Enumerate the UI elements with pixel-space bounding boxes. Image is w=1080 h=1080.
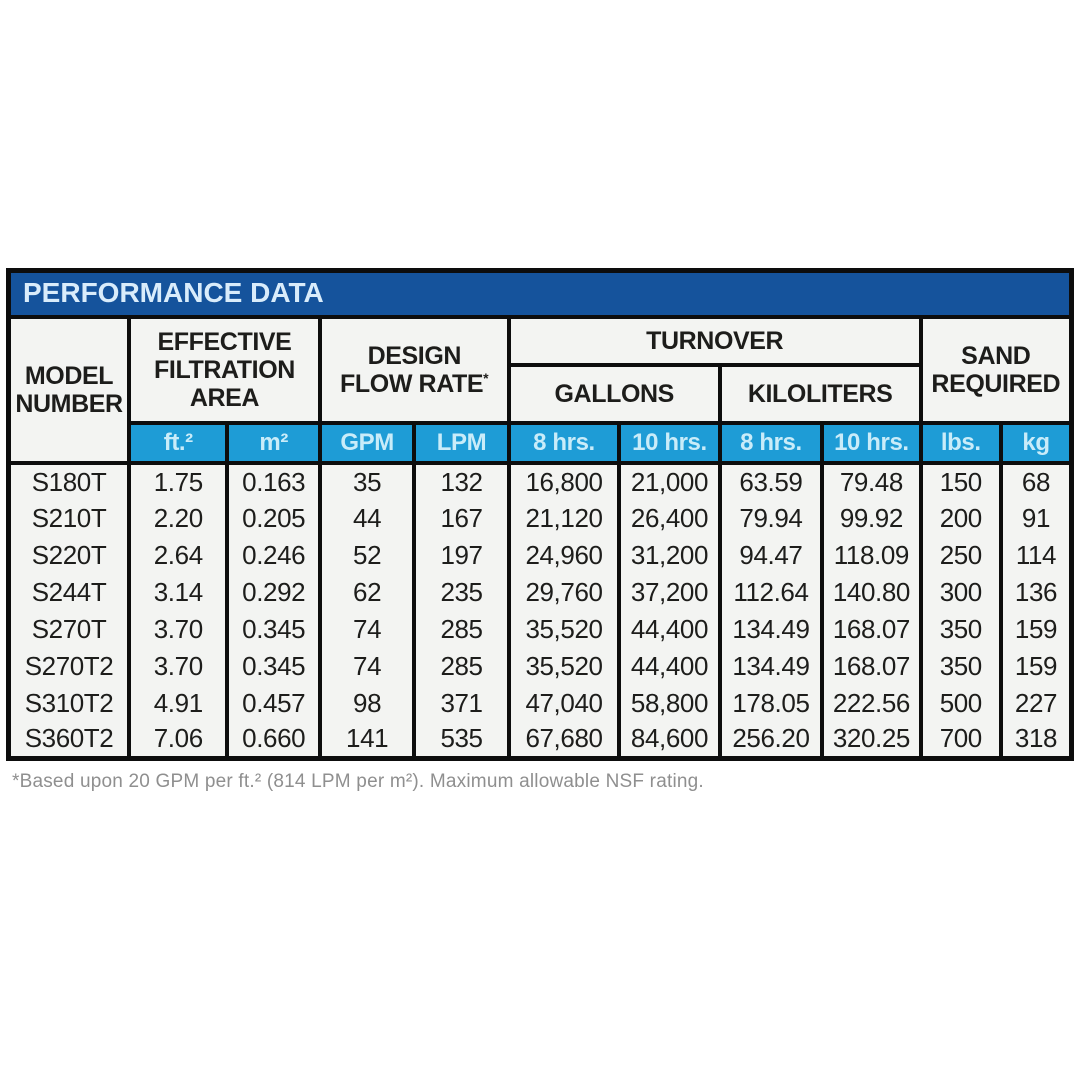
table-title: PERFORMANCE DATA	[9, 271, 1072, 317]
table-cell: 118.09	[822, 537, 920, 574]
table-row	[9, 722, 1072, 759]
col-header-turnover: TURNOVER	[509, 317, 921, 365]
table-cell: 0.345	[227, 611, 319, 648]
table-cell: 350	[921, 611, 1001, 648]
table-cell: 256.20	[720, 722, 822, 759]
table-cell: 4.91	[129, 685, 227, 722]
subcol-header-lbs: lbs.	[921, 423, 1001, 463]
table-cell: 35	[320, 463, 414, 500]
table-cell: 168.07	[822, 611, 920, 648]
col-header-model-number	[9, 317, 130, 463]
table-cell: 47,040	[509, 685, 620, 722]
table-cell: 84,600	[619, 722, 719, 759]
subcol-header-kiloliters-8hrs: 8 hrs.	[720, 423, 822, 463]
table-cell: 168.07	[822, 648, 920, 685]
table-cell: 94.47	[720, 537, 822, 574]
table-cell: 68	[1001, 463, 1072, 500]
col-header-kiloliters: KILOLITERS	[720, 365, 921, 423]
table-cell: 700	[921, 722, 1001, 759]
header-line: MODEL	[24, 361, 114, 390]
subcol-header-gallons-8hrs: 8 hrs.	[509, 423, 620, 463]
header-line: FLOW RATE*	[340, 369, 489, 398]
table-cell: 37,200	[619, 574, 719, 611]
col-header-sand-required	[921, 317, 1072, 423]
footnote-marker: *	[483, 369, 489, 386]
header-line: EFFECTIVE	[157, 327, 292, 356]
subcol-header-ft2: ft.²	[129, 423, 227, 463]
table-cell: 235	[414, 574, 508, 611]
table-cell: 200	[921, 500, 1001, 537]
table-cell: 3.70	[129, 611, 227, 648]
table-cell: 44,400	[619, 648, 719, 685]
table-cell: 0.292	[227, 574, 319, 611]
subcol-header-gpm: GPM	[320, 423, 414, 463]
table-cell: 24,960	[509, 537, 620, 574]
table-cell: 300	[921, 574, 1001, 611]
table-cell: 3.70	[129, 648, 227, 685]
table-cell: 285	[414, 648, 508, 685]
header-row-groups	[9, 317, 1072, 365]
col-header-gallons: GALLONS	[509, 365, 720, 423]
table-cell: 112.64	[720, 574, 822, 611]
table-cell: 79.94	[720, 500, 822, 537]
table-cell: 21,000	[619, 463, 719, 500]
footnote: *Based upon 20 GPM per ft.² (814 LPM per m²). Maximum allowable NSF rating.	[12, 771, 704, 792]
table-cell: 2.64	[129, 537, 227, 574]
table-cell: 74	[320, 648, 414, 685]
table-cell: 0.246	[227, 537, 319, 574]
table-cell: 140.80	[822, 574, 920, 611]
table-cell: 29,760	[509, 574, 620, 611]
col-header-design-flow-rate	[320, 317, 509, 423]
table-cell: 21,120	[509, 500, 620, 537]
table-cell: 350	[921, 648, 1001, 685]
table-cell: 2.20	[129, 500, 227, 537]
table-cell: 99.92	[822, 500, 920, 537]
header-line: DESIGN	[367, 341, 462, 370]
table-cell: 285	[414, 611, 508, 648]
table-row	[9, 685, 1072, 722]
subcol-header-kg: kg	[1001, 423, 1072, 463]
table-cell: 35,520	[509, 611, 620, 648]
table-body	[9, 463, 1072, 759]
table-cell: 227	[1001, 685, 1072, 722]
header-line: SAND	[961, 341, 1031, 370]
table-cell: 52	[320, 537, 414, 574]
table-cell: 1.75	[129, 463, 227, 500]
table-cell: S310T2	[9, 685, 130, 722]
table-cell: 16,800	[509, 463, 620, 500]
performance-data-table	[6, 268, 1074, 761]
table-cell: 167	[414, 500, 508, 537]
table-cell: 0.163	[227, 463, 319, 500]
table-row	[9, 611, 1072, 648]
table-cell: S180T	[9, 463, 130, 500]
table-cell: 371	[414, 685, 508, 722]
table-cell: 79.48	[822, 463, 920, 500]
table-cell: 250	[921, 537, 1001, 574]
table-cell: 159	[1001, 648, 1072, 685]
table-cell: 320.25	[822, 722, 920, 759]
table-cell: 134.49	[720, 611, 822, 648]
table-cell: 31,200	[619, 537, 719, 574]
subcol-header-m2: m²	[227, 423, 319, 463]
table-row	[9, 574, 1072, 611]
table-cell: S220T	[9, 537, 130, 574]
table-cell: 58,800	[619, 685, 719, 722]
table-cell: S360T2	[9, 722, 130, 759]
header-line: AREA	[189, 383, 260, 412]
table-cell: 0.345	[227, 648, 319, 685]
subcol-header-gallons-10hrs: 10 hrs.	[619, 423, 719, 463]
table-cell: 141	[320, 722, 414, 759]
subcol-header-kiloliters-10hrs: 10 hrs.	[822, 423, 920, 463]
table-cell: 159	[1001, 611, 1072, 648]
subcol-header-lpm: LPM	[414, 423, 508, 463]
table-cell: S270T	[9, 611, 130, 648]
table-row	[9, 537, 1072, 574]
table-cell: S270T2	[9, 648, 130, 685]
table-cell: 44,400	[619, 611, 719, 648]
table-cell: 3.14	[129, 574, 227, 611]
header-line: FILTRATION	[154, 355, 295, 384]
table-cell: 178.05	[720, 685, 822, 722]
col-header-effective-filtration-area	[129, 317, 320, 423]
table-cell: 0.205	[227, 500, 319, 537]
table-cell: 114	[1001, 537, 1072, 574]
table-cell: 63.59	[720, 463, 822, 500]
table-cell: 197	[414, 537, 508, 574]
table-row	[9, 463, 1072, 500]
table-cell: 535	[414, 722, 508, 759]
table-cell: 7.06	[129, 722, 227, 759]
title-row	[9, 271, 1072, 317]
table-cell: 132	[414, 463, 508, 500]
table-cell: 35,520	[509, 648, 620, 685]
table-cell: 26,400	[619, 500, 719, 537]
table-cell: 91	[1001, 500, 1072, 537]
table-cell: 74	[320, 611, 414, 648]
table-cell: 150	[921, 463, 1001, 500]
table-row	[9, 648, 1072, 685]
table-cell: 0.457	[227, 685, 319, 722]
header-row-units	[9, 423, 1072, 463]
table-cell: S244T	[9, 574, 130, 611]
table-cell: 62	[320, 574, 414, 611]
table-cell: 134.49	[720, 648, 822, 685]
table-cell: 44	[320, 500, 414, 537]
table-cell: 318	[1001, 722, 1072, 759]
table-row	[9, 500, 1072, 537]
table-cell: 67,680	[509, 722, 620, 759]
table-cell: 0.660	[227, 722, 319, 759]
header-line: NUMBER	[15, 389, 123, 418]
table-cell: S210T	[9, 500, 130, 537]
table-cell: 222.56	[822, 685, 920, 722]
performance-table-wrap	[6, 268, 1074, 793]
table-cell: 98	[320, 685, 414, 722]
header-line: REQUIRED	[931, 369, 1061, 398]
table-cell: 500	[921, 685, 1001, 722]
table-cell: 136	[1001, 574, 1072, 611]
